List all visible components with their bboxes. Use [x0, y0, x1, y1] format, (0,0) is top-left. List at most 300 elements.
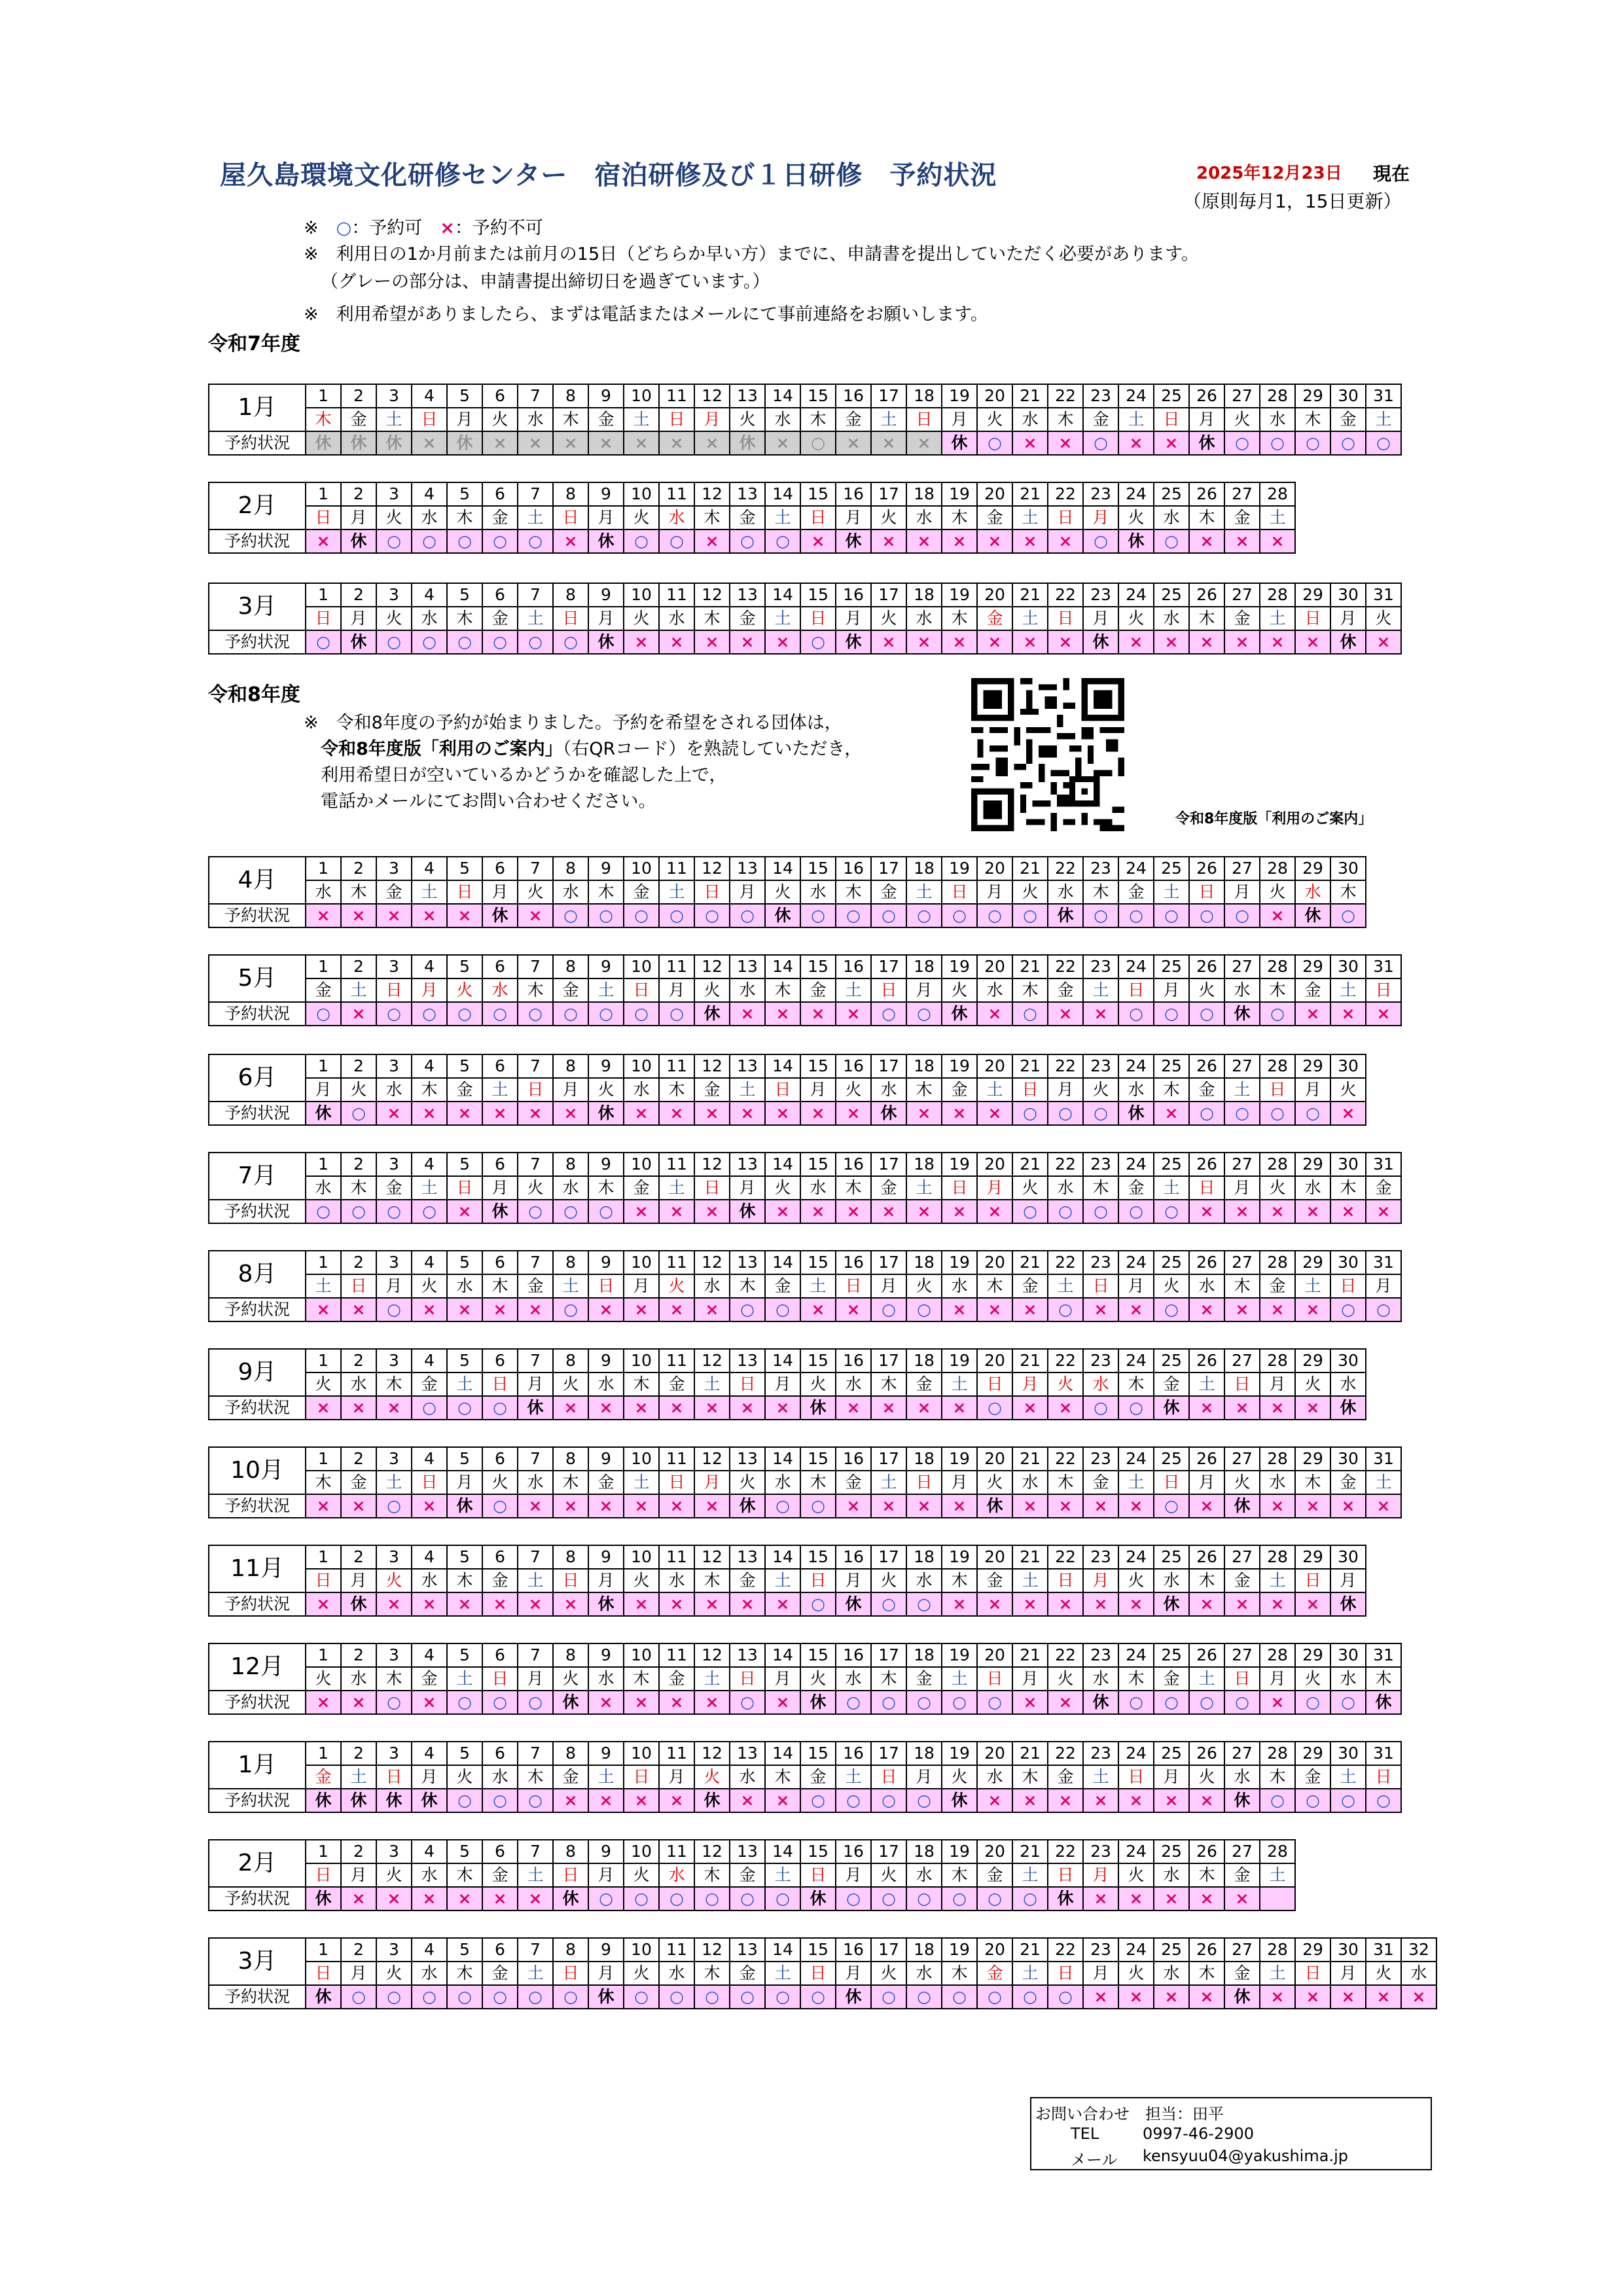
weekday: 水	[906, 1569, 942, 1592]
day-status: ○	[1330, 1691, 1366, 1714]
day-status: ×	[1260, 1592, 1295, 1616]
day-status: ×	[836, 431, 871, 455]
weekday: 火	[800, 1667, 836, 1691]
day-number: 30	[1330, 1447, 1366, 1471]
weekday: 火	[624, 607, 659, 630]
day-status: 休	[942, 431, 977, 455]
day-status: 休	[694, 1002, 730, 1026]
day-number: 11	[659, 482, 694, 506]
day-number: 15	[800, 1349, 836, 1372]
day-number: 1	[306, 1840, 341, 1863]
day-number: 21	[1012, 1840, 1048, 1863]
day-status: ×	[1330, 1002, 1366, 1026]
day-status: ×	[871, 529, 906, 553]
day-status: ×	[800, 529, 836, 553]
weekday: 月	[1330, 607, 1366, 630]
weekday: 日	[1260, 1078, 1295, 1102]
day-number: 21	[1012, 857, 1048, 880]
day-status: 休	[871, 1102, 906, 1125]
tel-label: TEL	[1071, 2125, 1099, 2143]
weekday: 月	[836, 506, 871, 529]
weekday: 土	[765, 1962, 800, 1985]
day-number: 17	[871, 1742, 906, 1765]
day-status: 休	[977, 1494, 1012, 1518]
weekday: 水	[800, 880, 836, 904]
calendar-month	[208, 1054, 1366, 1126]
weekday: 月	[1012, 1372, 1048, 1396]
weekday: 水	[1154, 1863, 1189, 1887]
day-number: 1	[306, 1742, 341, 1765]
day-number: 18	[906, 955, 942, 978]
day-number: 24	[1118, 384, 1154, 408]
weekday: 月	[836, 1863, 871, 1887]
day-number: 5	[447, 1251, 482, 1274]
day-status: 休	[306, 1887, 341, 1910]
day-status: 休	[1224, 1789, 1260, 1812]
weekday: 月	[588, 1863, 624, 1887]
weekday: 土	[624, 408, 659, 431]
day-number: 12	[694, 955, 730, 978]
weekday: 日	[906, 408, 942, 431]
weekday: 火	[1366, 607, 1401, 630]
day-number: 17	[871, 857, 906, 880]
day-status: 休	[341, 431, 376, 455]
day-number: 20	[977, 1251, 1012, 1274]
weekday: 日	[376, 1765, 412, 1789]
day-status: ○	[518, 1200, 553, 1223]
day-number: 12	[694, 1153, 730, 1176]
day-number: 25	[1154, 482, 1189, 506]
day-number: 1	[306, 1447, 341, 1471]
weekday: 木	[588, 1176, 624, 1200]
weekday: 木	[1048, 408, 1083, 431]
day-status: 休	[482, 904, 518, 927]
day-status: ○	[871, 1985, 906, 2009]
day-status: ×	[1295, 1200, 1330, 1223]
day-number: 9	[588, 1742, 624, 1765]
day-number: 25	[1154, 1545, 1189, 1569]
weekday: 月	[659, 1765, 694, 1789]
day-number: 22	[1048, 955, 1083, 978]
weekday: 日	[977, 1667, 1012, 1691]
weekday: 土	[376, 408, 412, 431]
day-status: ○	[977, 1396, 1012, 1420]
weekday: 木	[624, 1372, 659, 1396]
day-status: ○	[341, 1102, 376, 1125]
day-status: ×	[659, 1789, 694, 1812]
day-status: ×	[306, 1592, 341, 1616]
day-number: 7	[518, 857, 553, 880]
weekday: 土	[341, 1765, 376, 1789]
weekday: 木	[871, 1667, 906, 1691]
day-number: 20	[977, 384, 1012, 408]
day-status: ○	[1154, 529, 1189, 553]
day-number: 22	[1048, 1938, 1083, 1962]
day-number: 18	[906, 1938, 942, 1962]
day-status: ×	[1260, 1691, 1295, 1714]
day-status: 休	[376, 1789, 412, 1812]
month-label: 2月	[209, 1840, 306, 1887]
day-number: 16	[836, 857, 871, 880]
weekday: 土	[412, 880, 447, 904]
day-status: 休	[482, 1200, 518, 1223]
day-number: 27	[1224, 1054, 1260, 1078]
day-number: 4	[412, 1938, 447, 1962]
day-status: ×	[977, 529, 1012, 553]
day-number: 15	[800, 1938, 836, 1962]
deadline-rule-note: ※ 利用日の1か月前または前月の15日（どちらか早い方）までに、申請書を提出していただく必要があります。	[304, 244, 1199, 264]
weekday: 水	[1401, 1962, 1436, 1985]
day-status: ○	[800, 1985, 836, 2009]
day-status: ×	[906, 1494, 942, 1518]
day-status: 休	[942, 1002, 977, 1026]
day-status: ○	[1118, 904, 1154, 927]
weekday: 月	[977, 1176, 1012, 1200]
day-status: 休	[412, 1789, 447, 1812]
day-number: 11	[659, 1153, 694, 1176]
day-number: 20	[977, 1153, 1012, 1176]
weekday: 火	[624, 1569, 659, 1592]
day-status: ○	[1083, 529, 1118, 553]
day-number: 8	[553, 482, 588, 506]
weekday: 水	[730, 978, 765, 1002]
day-status: ×	[341, 1887, 376, 1910]
day-status: ○	[659, 1985, 694, 2009]
calendar-month	[208, 1250, 1402, 1322]
weekday: 日	[1118, 978, 1154, 1002]
weekday: 土	[1189, 1372, 1224, 1396]
weekday: 土	[659, 880, 694, 904]
weekday: 月	[836, 1962, 871, 1985]
day-number: 21	[1012, 1938, 1048, 1962]
weekday: 金	[977, 1569, 1012, 1592]
day-status: ○	[871, 1002, 906, 1026]
day-status: ○	[1048, 1985, 1083, 2009]
day-number: 5	[447, 1742, 482, 1765]
weekday: 木	[447, 1569, 482, 1592]
day-status: ×	[765, 1102, 800, 1125]
day-number: 12	[694, 1447, 730, 1471]
day-status: ×	[1295, 630, 1330, 654]
weekday: 火	[1260, 880, 1295, 904]
weekday: 金	[1118, 880, 1154, 904]
qr-code-icon[interactable]	[971, 678, 1124, 831]
weekday: 土	[1012, 506, 1048, 529]
day-number: 22	[1048, 1054, 1083, 1078]
day-number: 15	[800, 1054, 836, 1078]
weekday: 木	[306, 1471, 341, 1494]
day-status: 休	[1330, 1592, 1366, 1616]
day-status: ×	[1260, 1985, 1295, 2009]
day-status: ○	[447, 1985, 482, 2009]
mail-address[interactable]: kensyuu04@yakushima.jp	[1143, 2147, 1348, 2165]
day-status: ○	[341, 1200, 376, 1223]
day-number: 13	[730, 1251, 765, 1274]
day-number: 22	[1048, 1153, 1083, 1176]
day-number: 7	[518, 1251, 553, 1274]
day-status: ○	[800, 630, 836, 654]
weekday: 日	[765, 1078, 800, 1102]
weekday: 金	[482, 1962, 518, 1985]
weekday: 土	[765, 1569, 800, 1592]
day-number: 14	[765, 1938, 800, 1962]
day-number: 18	[906, 1643, 942, 1667]
day-number: 21	[1012, 1545, 1048, 1569]
weekday: 木	[800, 408, 836, 431]
day-number: 24	[1118, 1643, 1154, 1667]
day-number: 17	[871, 1251, 906, 1274]
day-number: 31	[1366, 1643, 1401, 1667]
day-number: 25	[1154, 1153, 1189, 1176]
day-number: 7	[518, 1349, 553, 1372]
day-status: 休	[1118, 1102, 1154, 1125]
weekday: 火	[1295, 1667, 1330, 1691]
day-number: 11	[659, 1251, 694, 1274]
weekday: 月	[341, 607, 376, 630]
day-number: 17	[871, 1153, 906, 1176]
weekday: 月	[1260, 1667, 1295, 1691]
day-number: 26	[1189, 1251, 1224, 1274]
day-status: 休	[306, 1789, 341, 1812]
day-number: 4	[412, 1840, 447, 1863]
weekday: 水	[1048, 1176, 1083, 1200]
day-status: ×	[306, 904, 341, 927]
as-of-date: 2025年12月23日	[1196, 164, 1342, 183]
day-number: 3	[376, 583, 412, 607]
day-number: 10	[624, 857, 659, 880]
weekday: 土	[1295, 1274, 1330, 1298]
weekday: 日	[1224, 1372, 1260, 1396]
day-number: 30	[1330, 1545, 1366, 1569]
day-number: 7	[518, 482, 553, 506]
day-status: ×	[1330, 1102, 1366, 1125]
day-status: ×	[624, 1396, 659, 1420]
weekday: 水	[341, 1372, 376, 1396]
day-number: 13	[730, 1742, 765, 1765]
day-status: 休	[694, 1789, 730, 1812]
day-status: ×	[1012, 1494, 1048, 1518]
tel-number[interactable]: 0997-46-2900	[1143, 2125, 1255, 2143]
weekday: 月	[1154, 978, 1189, 1002]
day-number: 31	[1366, 583, 1401, 607]
weekday: 月	[1330, 1569, 1366, 1592]
weekday: 木	[1154, 1078, 1189, 1102]
day-status: ○	[482, 1691, 518, 1714]
day-status: ○	[482, 1002, 518, 1026]
day-number: 23	[1083, 1643, 1118, 1667]
day-number: 9	[588, 1153, 624, 1176]
day-status: ○	[518, 1985, 553, 2009]
day-number: 1	[306, 1054, 341, 1078]
day-status: ×	[518, 431, 553, 455]
day-status: ×	[553, 1494, 588, 1518]
day-status: ○	[765, 529, 800, 553]
weekday: 水	[1012, 1471, 1048, 1494]
day-number: 8	[553, 857, 588, 880]
day-number: 29	[1295, 1153, 1330, 1176]
day-status: ○	[1295, 1691, 1330, 1714]
day-number: 20	[977, 1742, 1012, 1765]
day-number: 6	[482, 384, 518, 408]
weekday: 木	[1189, 607, 1224, 630]
day-status: ○	[518, 630, 553, 654]
day-status: ○	[800, 431, 836, 455]
weekday: 火	[1366, 1962, 1401, 1985]
day-status: ○	[1154, 904, 1189, 927]
day-status: ×	[1012, 1789, 1048, 1812]
day-status: ×	[518, 904, 553, 927]
day-status: ×	[694, 1494, 730, 1518]
day-number: 23	[1083, 482, 1118, 506]
day-number: 22	[1048, 857, 1083, 880]
day-status: ○	[977, 431, 1012, 455]
weekday: 日	[800, 506, 836, 529]
day-status: ×	[1224, 1396, 1260, 1420]
day-number: 12	[694, 384, 730, 408]
day-number: 27	[1224, 1447, 1260, 1471]
weekday: 土	[871, 1471, 906, 1494]
day-number: 8	[553, 1643, 588, 1667]
weekday: 月	[1154, 1765, 1189, 1789]
day-number: 24	[1118, 583, 1154, 607]
weekday: 金	[906, 1667, 942, 1691]
weekday: 金	[306, 1765, 341, 1789]
weekday: 金	[412, 1372, 447, 1396]
day-number: 16	[836, 1545, 871, 1569]
day-status: ×	[1083, 1592, 1118, 1616]
day-status: ×	[942, 1298, 977, 1321]
day-status: ○	[447, 1691, 482, 1714]
day-number: 1	[306, 384, 341, 408]
day-number: 24	[1118, 1742, 1154, 1765]
day-status: ×	[341, 1002, 376, 1026]
day-status: ×	[482, 431, 518, 455]
day-number: 5	[447, 1153, 482, 1176]
weekday: 金	[977, 607, 1012, 630]
day-number: 13	[730, 1938, 765, 1962]
weekday: 木	[1118, 1667, 1154, 1691]
weekday: 金	[1154, 1667, 1189, 1691]
day-status: ○	[306, 1002, 341, 1026]
day-status: ○	[447, 1396, 482, 1420]
day-number: 8	[553, 583, 588, 607]
day-number: 6	[482, 583, 518, 607]
day-number: 9	[588, 1545, 624, 1569]
day-status: ×	[376, 1102, 412, 1125]
day-number: 27	[1224, 482, 1260, 506]
weekday: 水	[1154, 506, 1189, 529]
day-number: 26	[1189, 384, 1224, 408]
day-status: ○	[1012, 1887, 1048, 1910]
weekday: 月	[1295, 1078, 1330, 1102]
weekday: 木	[553, 1471, 588, 1494]
day-number: 2	[341, 1840, 376, 1863]
weekday: 金	[977, 1962, 1012, 1985]
weekday: 木	[518, 1765, 553, 1789]
day-status: ×	[765, 1200, 800, 1223]
weekday: 火	[871, 1962, 906, 1985]
day-status: ×	[1224, 1298, 1260, 1321]
day-status: ×	[624, 1789, 659, 1812]
as-of-label: 現在	[1373, 163, 1410, 185]
weekday: 土	[1224, 1078, 1260, 1102]
day-number: 20	[977, 1349, 1012, 1372]
day-status: ×	[1083, 1887, 1118, 1910]
weekday: 日	[1224, 1667, 1260, 1691]
day-status: ×	[765, 1691, 800, 1714]
day-status: ×	[765, 1002, 800, 1026]
weekday: 日	[306, 1569, 341, 1592]
day-number: 17	[871, 482, 906, 506]
day-status: ×	[1012, 431, 1048, 455]
day-number: 19	[942, 1054, 977, 1078]
day-status: ○	[482, 630, 518, 654]
day-number: 25	[1154, 1447, 1189, 1471]
weekday: 土	[1118, 408, 1154, 431]
day-number: 28	[1260, 1643, 1295, 1667]
day-number: 18	[906, 1447, 942, 1471]
weekday: 木	[836, 1176, 871, 1200]
day-number: 4	[412, 1349, 447, 1372]
mail-label: メール	[1071, 2151, 1118, 2169]
calendar-month	[208, 583, 1402, 655]
day-status: ○	[553, 1985, 588, 2009]
weekday: 木	[694, 607, 730, 630]
day-number: 23	[1083, 1840, 1118, 1863]
day-status: ×	[1048, 1002, 1083, 1026]
day-status: ×	[694, 1691, 730, 1714]
weekday: 日	[624, 1765, 659, 1789]
day-number: 27	[1224, 384, 1260, 408]
day-number: 16	[836, 583, 871, 607]
day-number: 20	[977, 955, 1012, 978]
weekday: 金	[871, 1176, 906, 1200]
day-number: 2	[341, 1938, 376, 1962]
day-number: 27	[1224, 1643, 1260, 1667]
day-status: 休	[1048, 904, 1083, 927]
day-status: ×	[1083, 1494, 1118, 1518]
day-status: ○	[906, 1887, 942, 1910]
day-number: 10	[624, 1545, 659, 1569]
month-label: 3月	[209, 583, 306, 630]
weekday: 土	[1260, 1962, 1295, 1985]
day-status: 休	[836, 630, 871, 654]
day-status: ○	[1083, 1200, 1118, 1223]
day-status: ○	[730, 1298, 765, 1321]
weekday: 水	[765, 1471, 800, 1494]
day-status: ×	[1118, 1789, 1154, 1812]
weekday: 土	[942, 1667, 977, 1691]
weekday: 日	[1366, 1765, 1401, 1789]
day-number: 28	[1260, 1349, 1295, 1372]
day-number: 19	[942, 857, 977, 880]
day-number: 6	[482, 1251, 518, 1274]
weekday: 月	[624, 1274, 659, 1298]
day-number: 14	[765, 1153, 800, 1176]
day-status: ×	[1048, 1494, 1083, 1518]
day-number: 10	[624, 583, 659, 607]
day-status: ×	[659, 1396, 694, 1420]
day-number: 9	[588, 955, 624, 978]
weekday: 日	[1189, 880, 1224, 904]
day-status: 休	[730, 1494, 765, 1518]
day-status: 休	[306, 1102, 341, 1125]
day-status: ○	[1083, 1102, 1118, 1125]
day-status: ×	[553, 1592, 588, 1616]
day-status: ×	[730, 630, 765, 654]
day-status: ○	[624, 1985, 659, 2009]
day-status: ×	[624, 1592, 659, 1616]
